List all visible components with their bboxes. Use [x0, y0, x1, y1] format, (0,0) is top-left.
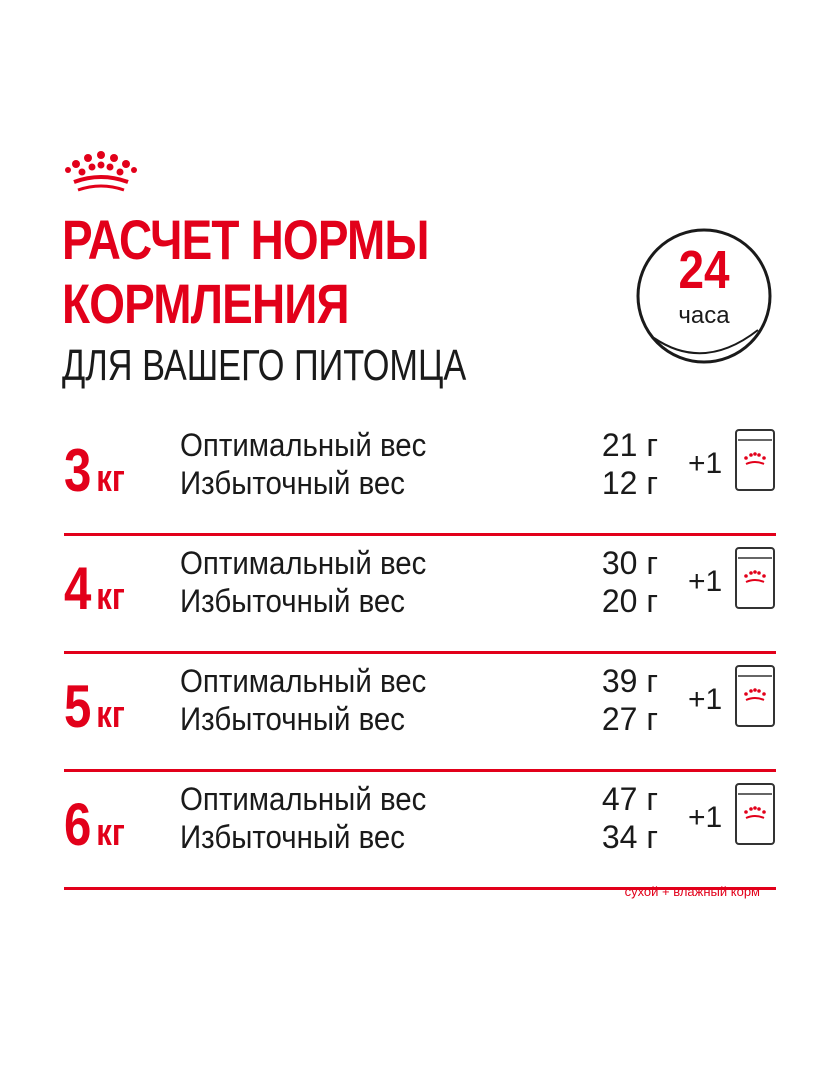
label-excess: Избыточный вес — [180, 465, 406, 501]
row-divider — [64, 533, 776, 536]
value-excess: 27 г — [601, 701, 658, 737]
table-row — [64, 780, 776, 890]
value-excess: 34 г — [601, 819, 658, 855]
table-row — [64, 544, 776, 654]
value-optimal: 21 г — [601, 427, 658, 463]
weight-number: 4 — [64, 555, 92, 622]
food-pouch-icon — [734, 664, 776, 728]
row-weight — [64, 438, 125, 512]
label-excess: Избыточный вес — [180, 701, 406, 737]
page-title — [62, 208, 429, 336]
weight-number: 5 — [64, 673, 92, 740]
row-weight — [64, 792, 125, 866]
value-optimal: 39 г — [601, 663, 658, 699]
title-line-1: РАСЧЕТ НОРМЫ — [62, 208, 429, 271]
footnote: сухой + влажный корм — [624, 884, 760, 899]
row-divider — [64, 769, 776, 772]
label-excess: Избыточный вес — [180, 819, 406, 855]
weight-number: 3 — [64, 437, 92, 504]
plus-pouch: +1 — [688, 447, 723, 480]
plus-pouch: +1 — [688, 683, 723, 716]
value-optimal: 47 г — [601, 781, 658, 817]
label-optimal: Оптимальный вес — [180, 663, 427, 699]
title-line-2: КОРМЛЕНИЯ — [62, 272, 349, 335]
badge-unit: часа — [678, 302, 730, 329]
daily-badge — [634, 226, 774, 366]
weight-unit: кг — [96, 458, 125, 500]
value-excess: 20 г — [601, 583, 658, 619]
table-row — [64, 426, 776, 536]
label-excess: Избыточный вес — [180, 583, 406, 619]
weight-unit: кг — [96, 694, 125, 736]
label-optimal: Оптимальный вес — [180, 545, 427, 581]
plus-pouch: +1 — [688, 565, 723, 598]
food-pouch-icon — [734, 546, 776, 610]
value-excess: 12 г — [601, 465, 658, 501]
weight-unit: кг — [96, 812, 125, 854]
plus-pouch: +1 — [688, 801, 723, 834]
label-optimal: Оптимальный вес — [180, 427, 427, 463]
row-weight — [64, 674, 125, 748]
page-subtitle: ДЛЯ ВАШЕГО ПИТОМЦА — [62, 341, 467, 390]
value-optimal: 30 г — [601, 545, 658, 581]
label-optimal: Оптимальный вес — [180, 781, 427, 817]
table-row — [64, 662, 776, 772]
food-pouch-icon — [734, 782, 776, 846]
weight-unit: кг — [96, 576, 125, 618]
row-divider — [64, 651, 776, 654]
food-pouch-icon — [734, 428, 776, 492]
badge-number: 24 — [678, 240, 730, 300]
weight-number: 6 — [64, 791, 92, 858]
crown-logo-icon — [64, 150, 138, 194]
row-weight — [64, 556, 125, 630]
